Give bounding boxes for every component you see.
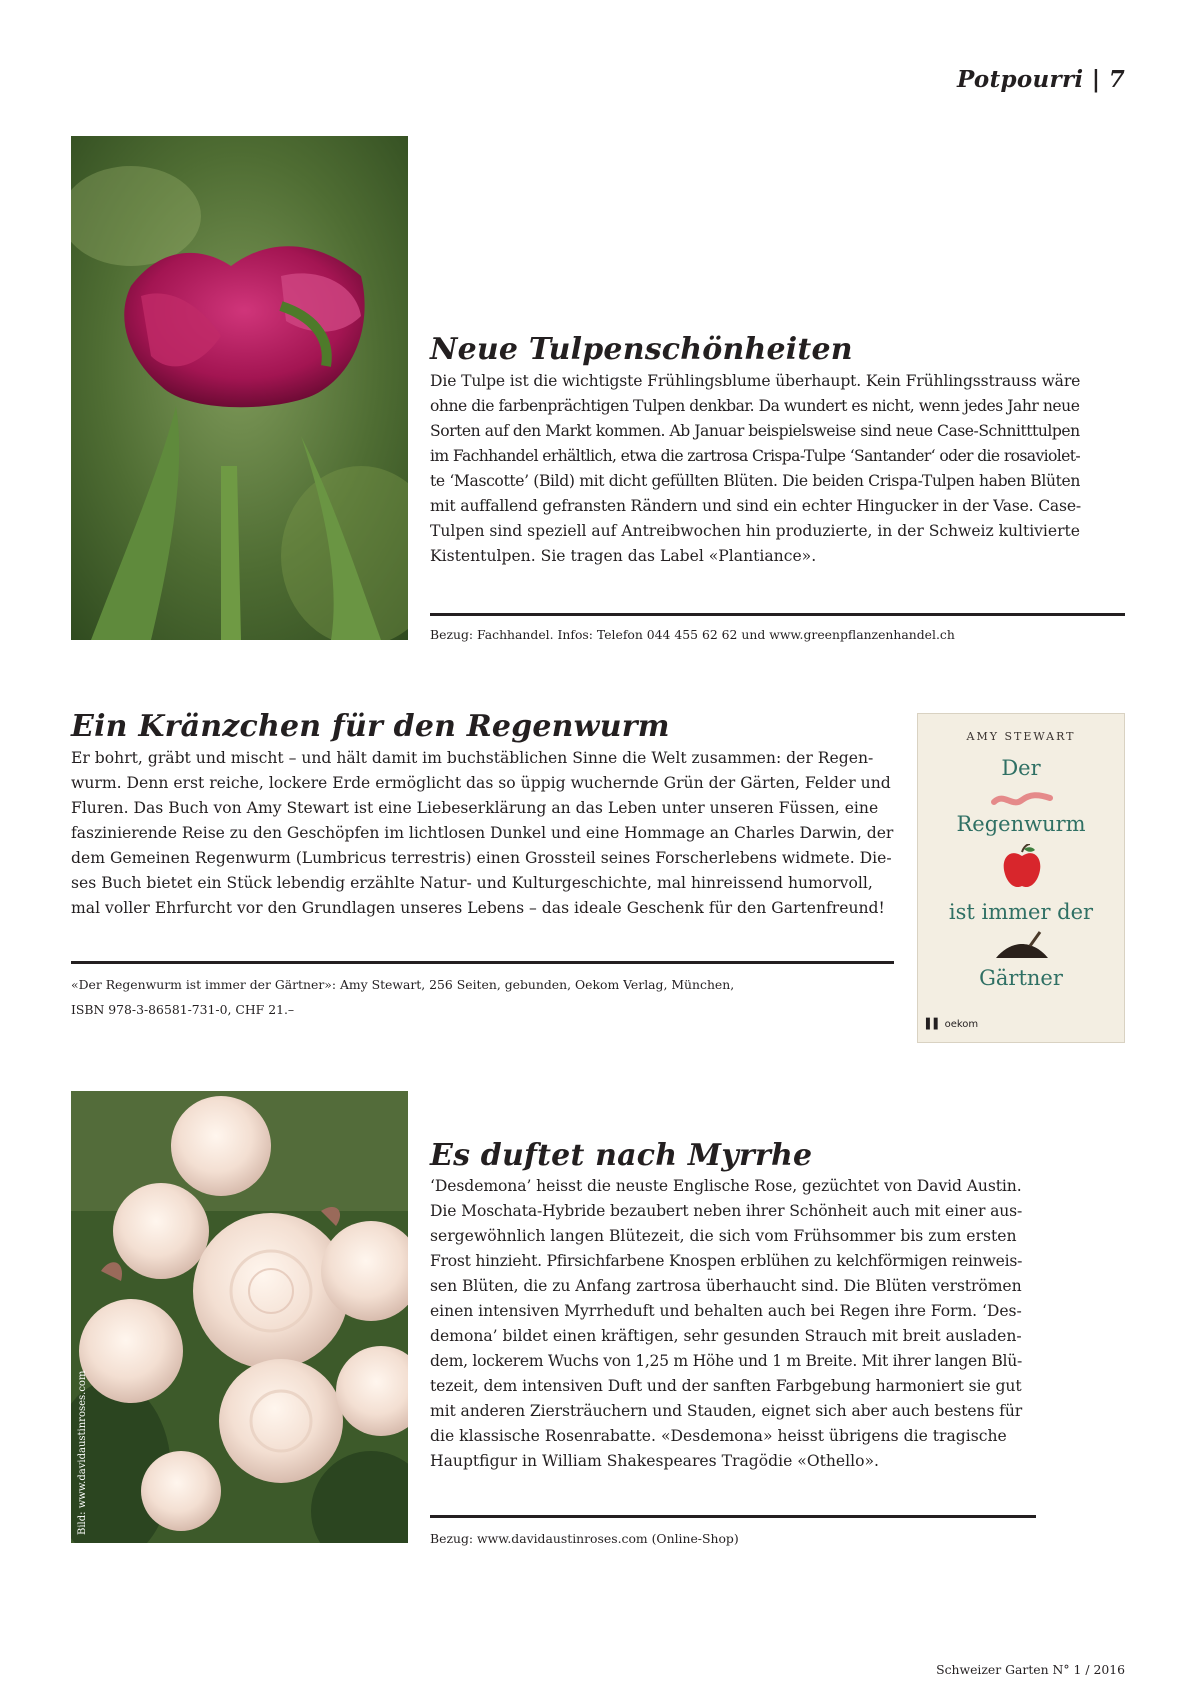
- book-cover: [917, 713, 1125, 1043]
- body-line: einen intensiven Myrrheduft und behalten auch bei Regen ihre Form. ‘Des-: [430, 1302, 1022, 1320]
- body-line: mit auffallend gefransten Rändern und sind ein echter Hingucker in der Vase. Case-: [430, 497, 1081, 515]
- book-title-line: Der: [1001, 756, 1041, 780]
- divider-rule: [430, 1515, 1036, 1518]
- apple-icon: [1002, 844, 1042, 890]
- body-line: Frost hinzieht. Pfirsichfarbene Knospen erblühen zu kelchförmigen reinweis-: [430, 1252, 1023, 1270]
- body-line: demona’ bildet einen kräftigen, sehr gesunden Strauch mit breit ausladen-: [430, 1327, 1022, 1345]
- worm-icon: [990, 788, 1054, 810]
- body-line: dem, lockerem Wuchs von 1,25 m Höhe und 1 m Breite. Mit ihrer langen Blü-: [430, 1352, 1022, 1370]
- book-publisher: ▌▌ oekom: [926, 1019, 979, 1030]
- body-line: Die Moschata-Hybride bezaubert neben ihrer Schönheit auch mit einer aus-: [430, 1202, 1023, 1220]
- body-line: dem Gemeinen Regenwurm (Lumbricus terrestris) einen Grossteil seines Forscherlebens widmete. Die-: [71, 849, 892, 867]
- body-line: te ‘Mascotte’ (Bild) mit dicht gefüllten Blüten. Die beiden Crispa-Tulpen haben Blüten: [430, 472, 1081, 490]
- body-line: sergewöhnlich langen Blütezeit, die sich vom Frühsommer bis zum ersten: [430, 1227, 1017, 1245]
- body-line: ses Buch bietet ein Stück lebendig erzählte Natur- und Kulturgeschichte, mal hinreissend humorvoll,: [71, 874, 873, 892]
- body-line: Er bohrt, gräbt und mischt – und hält damit im buchstäblichen Sinne die Welt zusammen: der Regen-: [71, 749, 874, 767]
- article-title: Es duftet nach Myrrhe: [430, 1138, 813, 1173]
- source-note: ISBN 978-3-86581-731-0, CHF 21.–: [71, 1002, 295, 1017]
- page-footer: Schweizer Garten N° 1 / 2016: [936, 1662, 1125, 1677]
- divider-rule: [71, 961, 894, 964]
- source-note: «Der Regenwurm ist immer der Gärtner»: Amy Stewart, 256 Seiten, gebunden, Oekom Verlag, München,: [71, 977, 735, 992]
- body-line: Sorten auf den Markt kommen. Ab Januar beispielsweise sind neue Case-Schnitttulpen: [430, 422, 1080, 440]
- article-body: [71, 746, 893, 921]
- book-author: AMY STEWART: [966, 730, 1076, 743]
- source-note: Bezug: Fachhandel. Infos: Telefon 044 455 62 62 und www.greenpflanzenhandel.ch: [430, 627, 955, 642]
- book-title-line: Regenwurm: [956, 812, 1086, 836]
- article-title: Ein Kränzchen für den Regenwurm: [71, 709, 670, 744]
- body-line: faszinierende Reise zu den Geschöpfen im lichtlosen Dunkel und eine Hommage an Charles Darwin, der: [71, 824, 894, 842]
- article-title: Neue Tulpenschönheiten: [430, 332, 853, 367]
- photo-credit: Bild: www.davidaustinroses.com: [77, 1370, 88, 1535]
- body-line: wurm. Denn erst reiche, lockere Erde ermöglicht das so üppig wuchernde Grün der Gärten, Felder und: [71, 774, 891, 792]
- book-title-line: Gärtner: [979, 966, 1063, 990]
- source-note: Bezug: www.davidaustinroses.com (Online-Shop): [430, 1531, 739, 1546]
- divider-rule: [430, 613, 1125, 616]
- body-line: Fluren. Das Buch von Amy Stewart ist eine Liebeserklärung an das Leben unter unseren Füssen, eine: [71, 799, 879, 817]
- body-line: Tulpen sind speziell auf Antreibwochen hin produzierte, in der Schweiz kultivierte: [430, 522, 1080, 540]
- body-line: mit anderen Ziersträuchern und Stauden, eignet sich aber auch bestens für: [430, 1402, 1023, 1420]
- body-line: im Fachhandel erhältlich, etwa die zartrosa Crispa-Tulpe ‘Santander‘ oder die rosaviolet-: [430, 447, 1080, 465]
- book-title-line: ist immer der: [948, 900, 1094, 924]
- body-line: Kistentulpen. Sie tragen das Label «Plantiance».: [430, 547, 817, 565]
- body-line: die klassische Rosenrabatte. «Desdemona» heisst übrigens die tragische: [430, 1427, 1007, 1445]
- soil-shovel-icon: [994, 930, 1050, 960]
- section-label: Potpourri | 7: [956, 66, 1125, 93]
- article-body: [430, 1174, 1022, 1474]
- rose-photo: [71, 1091, 408, 1543]
- tulip-photo: [71, 136, 408, 640]
- body-line: Hauptfigur in William Shakespeares Tragödie «Othello».: [430, 1452, 880, 1470]
- body-line: mal voller Ehrfurcht vor den Grundlagen unseres Lebens – das ideale Geschenk für den Gartenfreund!: [71, 899, 885, 917]
- article-body: [430, 369, 1080, 569]
- body-line: tezeit, dem intensiven Duft und der sanften Farbgebung harmoniert sie gut: [430, 1377, 1022, 1395]
- body-line: Die Tulpe ist die wichtigste Frühlingsblume überhaupt. Kein Frühlingsstrauss wäre: [430, 372, 1081, 390]
- body-line: ‘Desdemona’ heisst die neuste Englische Rose, gezüchtet von David Austin.: [430, 1177, 1022, 1195]
- body-line: ohne die farbenprächtigen Tulpen denkbar. Da wundert es nicht, wenn jedes Jahr neue: [430, 397, 1080, 415]
- body-line: sen Blüten, die zu Anfang zartrosa überhaucht sind. Die Blüten verströmen: [430, 1277, 1022, 1295]
